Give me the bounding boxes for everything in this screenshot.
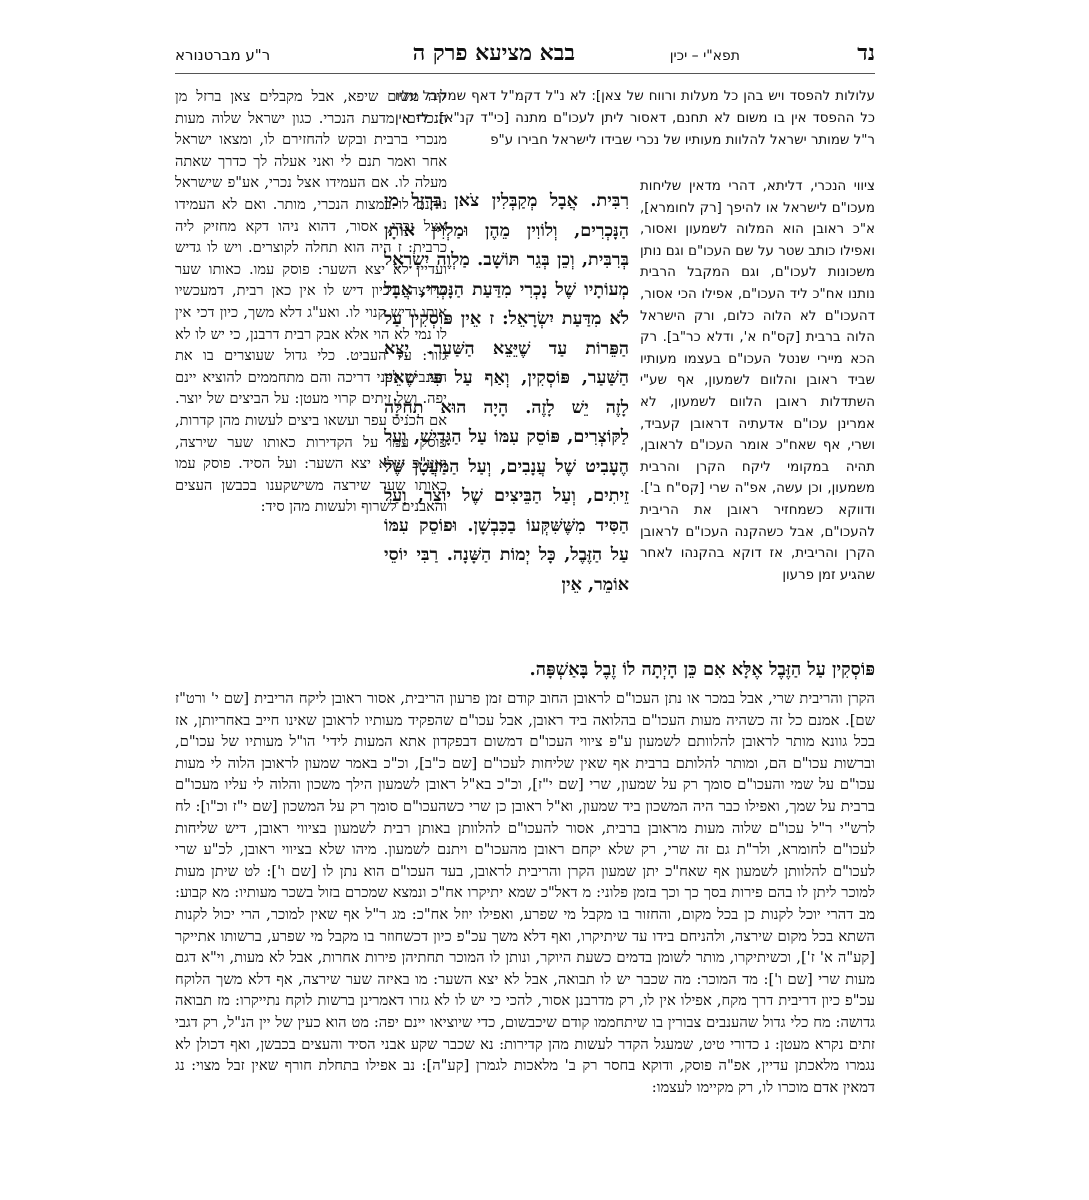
commentary-label: ר"ע מברטנורא xyxy=(175,46,271,64)
bartenura-commentary: ליה משום שיפא, אבל מקבלים צאן ברזל מן הנכרים: מדעת הנכרי. כגון ישראל שלוה מעות מנכרי ברבית ובקש להחזירם לו, ומצאו ישראל אחר ואמר תנם לי ואני אעלה לך כדרך שאתה מעלה לו. אם העמידו אצל נכרי, אע"פ שישראל נותנם לו במצות הנכרי, מותר. ואם לא העמידו אצל נכרי, אסור, דהוא ניהו דקא מחזיק ליה כרבית: ז היה הוא תחלה לקוצרים. ויש לו גדיש ועדיין לא יצא השער: פוסק עמו. כאותו שער שירצה. דכיון דיש לו אין כאן רבית, דמעכשיו אותו גדיש קנוי לו. ואע"ג דלא משך, כיון דכי אין לו נמי לא הוי אלא אבק רבית דרבנן, כי יש לו לא גזור: על העביט. כלי גדול שעוצרים בו את הענבים לפני דריכה והם מתחממים להוציא יינם יפה. ושל זיתים קרוי מעטן: על הביצים של יוצר. אם הכניס עפר ועשאו ביצים לעשות מהן קדרות, פוסק עמו על הקדירות כאותו שער שירצה, ואע"פ שלא יצא השער: ועל הסיד. פוסק עמו כאותו שער שירצה משישקענו בכבשן העצים והאבנים לשרוף ולעשות מהן סיד: xyxy=(175,88,447,516)
page-header xyxy=(175,40,875,70)
tractate-title: בבא מציעא פרק ה xyxy=(412,40,575,66)
header-rule xyxy=(175,73,875,74)
commentary-bottom: הקרן והריבית שרי, אבל במכר או נתן העכו"ם לראובן החוב קודם זמן פרעון הריבית, אסור ראובן ליקח הריבית [שם י' ורט"ז שם]. אמנם כל זה כשהיה מעות העכו"ם בהלואה ביד ראובן, אבל עכו"ם שהפקיד מעותיו לראובן שאינו חייב באחריותן, אז בכל גוונא מותר לראובן להלוותם לשמעון ע"פ ציווי העכו"ם דמשום דבפקדון אתא המעות לידי' הו"ל מעותיו של עכו"ם, וברשות עכו"ם הם, ומותר להלותם ברבית אף שאין שליחות לעכו"ם [שם כ"ב], וכ"כ באמר שמעון לראובן הלוה לי מעות עכו"ם על שמי והעכו"ם סומך רק על שמעון, שרי [שם י"ז], וכ"כ בא"ל ראובן לשמעון הילך משכון והלוה לי עליו מעכו"ם ברבית על שמך, ואפילו כבר היה המשכון ביד שמעון, וא"ל ראובן כן שרי כשהעכו"ם סומך רק על המשכון [שם י"ז וכ"ו]: לח לרש"י ר"ל עכו"ם שלוה מעות מראובן ברבית, אסור להעכו"ם להלוותן באותן רבית לשמעון בציווי ראובן, דיש שליחות לעכו"ם לחומרא, ולר"ת גם זה שרי, רק שלא יקחם ראובן מהעכו"ם ויתנם לשמעון. מיהו שלא בציווי ראובן, לכ"ע שרי לעכו"ם להלוותן לשמעון אף שאח"כ יתן שמעון הקרן והריבית לראובן, בעד העכו"ם הוא נתן לו [שם ו']: לט שיתן מעות למוכר ליתן לו בהם פירות בסך כך וכך בזמן פלוני: מ דאל"כ שמא יתיקרו אח"כ ונמצא שמכרם בזול בשכר מעותיו: מא קבוע: מב דהרי יוכל לקנות כן בכל מקום, והחזור בו מקבל מי שפרע, ואפילו יוזל אח"כ: מג ר"ל אף שאין למוכר, הרי יכול לקנות השתא בכל מקום שירצה, ולהניחם בידו עד שיתיקרו, ואף דלא משך עכ"פ כיון דכשחוזר בו מקבל מי שפרע, ברשותו אתייקר [קע"ה א' ז'], וכשיתיקרו, מותר לשומן בדמים כשעת היוקר, ונותן לו המוכר תחתיהן פירות אחרות, אבל לא מעות, וי"א דגם מעות שרי [שם ו']: מד המוכר: מה שכבר יש לו תבואה, אבל לא יצא השער: מו באיזה שער שירצה, אף דלא משך הלוקח עכ"פ כיון דריבית דרך מקח, אפילו אין לו, רק מדרבנן אסור, להכי כי יש לו לא גזרו דאמרינן ברשות לוקח נתייקרו: מז תבואה גדושה: מח כלי גדול שהענבים צבורין בו שיתחממו קודם שיכבשום, כדי שיוציאו יינם יפה: מט הוא כעין של יין הנ"ל, רק דגבי זתים נקרא מעטן: נ כדורי טיט, שמעגל הקדר לעשות מהן קדירות: נא שכבר שקע אבני הסיד והעצים בכבשן, ואף דכולן לא נגמרו מלאכתן עדיין, אפ"ה פוסק, ודוקא בחסר רק ב' מלאכות לגמרן [קע"ה]: נב אפילו בתחלת חורף שאין זבל מצוי: נג דמאין אדם מוכרו לו, רק מקיימו לעצמו: xyxy=(175,690,875,1096)
mishna-text: רִבִּית. אֲבָל מְקַבְּלִין צֹאן בַּרְזֶל מִן הַנָּכְרִים, וְלוֹוִין מֵהֶן וּמַלְוִין אוֹתָן בְּרִבִּית, וְכֵן בְּגֵר תּוֹשָׁב. מַלְוֶה יִשְׂרָאֵל מְעוֹתָיו שֶׁל נָכְרִי מִדַּעַת הַנָּכְרִי, אֲבָל לֹא מִדַּעַת יִשְׂרָאֵל: ז אֵין פּוֹסְקִין עַל הַפֵּרוֹת עַד שֶׁיֵּצֵא הַשַּׁעַר. יָצָא הַשַּׁעַר, פּוֹסְקִין, וְאַף עַל פִּי שֶׁאֵין לָזֶה יֵשׁ לָזֶה. הָיָה הוּא תְחִלָּה לַקּוֹצְרִים, פּוֹסֵק עִמּוֹ עַל הַגָּדִישׁ, וְעַל הֶעָבִיט שֶׁל עֲנָבִים, וְעַל הַמַּעֲטָן שֶׁל זֵיתִים, וְעַל הַבֵּיצִים שֶׁל יוֹצֵר, וְעַל הַסִּיד מִשֶּׁשִּׁקְּעוֹ בַכִּבְשָׁן. וּפוֹסֵק עִמּוֹ עַל הַזֶּבֶל, כָּל יְמוֹת הַשָּׁנָה. רַבִּי יוֹסֵי אוֹמֵר, אֵין xyxy=(384,190,629,595)
page-number: נד xyxy=(857,40,875,66)
commentary-right-top: עלולות להפסד ויש בהן כל מעלות ורווח של צאן]: לא נ"ל דקמ"ל דאף שמקבל עליו כל ההפסד אין בו משום לא תחנם, דאסור ליתן לעכו"ם מתנה [כי"ד קנ"א]: לז אין ר"ל שמותר ישראל להלוות מעותיו של נכרי שבידו לישראל חבירו ע"פ xyxy=(395,89,875,148)
siman-range: תפא"י – יכין xyxy=(669,48,740,64)
commentary-right-column: ציווי הנכרי, דליתא, דהרי מדאין שליחות מעכו"ם לישראל או להיפך [רק לחומרא], א"כ ראובן הוא המלוה לשמעון ואסור, ואפילו כותב שטר על שם העכו"ם וגם נותן משכונות לעכו"ם, וגם המקבל הרבית נותנו אח"כ ליד העכו"ם, אפילו הכי אסור, דהעכו"ם לא הלוה כלום, ורק הישראל הלוה ברבית [קס"ח א', ודלא כר"ב]. רק הכא מיירי שנטל העכו"ם בעצמו מעותיו שביד ראובן והלוום לשמעון, אף שע"י השתדלות ראובן הלוום לשמעון, לא אמרינן עכו"ם אדעתיה דראובן קעביד, ושרי, אף שאח"כ אומר העכו"ם לראובן, תהיה במקומי ליקח הקרן והרבית משמעון, וכן עשה, אפ"ה שרי [קס"ח ב']. ודווקא כשמחזיר ראובן את הריבית להעכו"ם, אבל כשהקנה העכו"ם לראובן הקרן והריבית, אז דוקא בהקנהו לאחר שהגיע זמן פרעון xyxy=(640,179,875,583)
mishna-closing-line: פּוֹסְקִין עַל הַזֶּבֶל אֶלָּא אִם כֵּן הָיְתָה לוֹ זֶבֶל בָּאַשְׁפָּה. xyxy=(529,659,875,680)
